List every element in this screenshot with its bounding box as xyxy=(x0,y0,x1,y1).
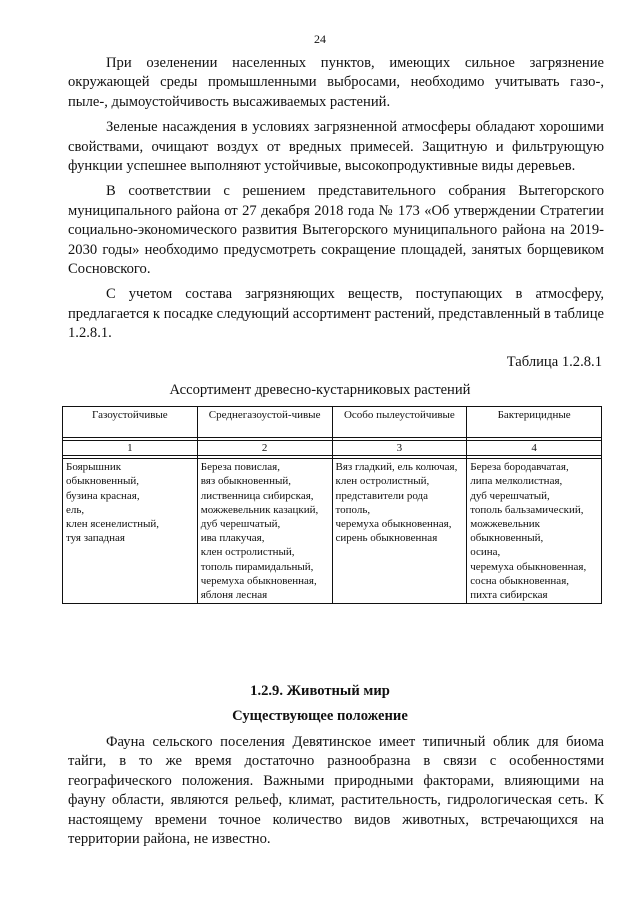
page-number: 24 xyxy=(314,32,326,46)
list-item: сирень обыкновенная xyxy=(335,532,438,545)
section-heading: 1.2.9. Животный мир xyxy=(250,683,390,699)
paragraph: Фауна сельского поселения Девятинское имеет типичный облик для биома тайги, в то же время достаточно разнообразна в связи с особенностями географического положения. Важными природными факторами, влияющими на фауну области, являются рельеф, климат, растительность, гидрологическая сеть. К настоящему времени точное количество видов животных, встречающихся на территории района, не известно. xyxy=(68,734,604,848)
list-item: черемуха обыкновенная, xyxy=(335,518,452,531)
list-item: бузина красная, xyxy=(66,489,140,502)
list-item: ель, xyxy=(66,503,85,516)
paragraph: При озеленении населенных пунктов, имеющих сильное загрязнение окружающей среды промышленными выбросами, необходимо учитывать газо-, пыле-, дымоустойчивость высаживаемых растений. xyxy=(68,55,604,110)
column-number: 2 xyxy=(197,441,332,456)
column-number: 3 xyxy=(332,441,467,456)
table-label: Таблица 1.2.8.1 xyxy=(506,354,602,370)
list-item: клен ясенелистный, xyxy=(66,518,160,531)
list-item: черемуха обыкновенная, xyxy=(200,574,317,587)
list-item: вяз обыкновенный, лиственница сибирская, xyxy=(200,475,314,502)
list-item: черемуха обыкновенная, xyxy=(470,560,587,573)
list-item: дуб черешчатый, xyxy=(470,489,550,502)
column-number: 1 xyxy=(63,441,198,456)
column-bactericidal xyxy=(467,459,602,604)
list-item: можжевельник казацкий, xyxy=(200,503,319,516)
section-subheading: Существующее положение xyxy=(232,708,408,724)
table-header: Среднегазоустой-чивые xyxy=(197,407,332,438)
list-item: осина, xyxy=(470,546,501,559)
list-item: липа мелколистная, xyxy=(470,475,563,488)
list-item: Береза бородавчатая, xyxy=(470,461,569,474)
column-number: 4 xyxy=(467,441,602,456)
paragraph: С учетом состава загрязняющих веществ, поступающих в атмосферу, предлагается к посадке следующий ассортимент растений, представленный в таблице 1.2.8.1. xyxy=(68,286,604,342)
intro-text xyxy=(68,54,604,350)
list-item: Боярышник обыкновенный, xyxy=(66,461,140,488)
list-item: сосна обыкновенная, xyxy=(470,574,570,587)
list-item: представители рода тополь, xyxy=(335,489,428,516)
column-gas-resistant xyxy=(63,459,198,604)
list-item: можжевельник обыкновенный, xyxy=(470,518,544,545)
table-row xyxy=(63,459,602,604)
list-item: тополь бальзамический, xyxy=(470,503,584,516)
list-item: Береза повислая, xyxy=(200,461,280,474)
plant-assortment-table xyxy=(62,406,602,604)
paragraph: В соответствии с решением представительного собрания Вытегорского муниципального района от 27 декабря 2018 года № 173 «Об утверждении Стратегии социально-экономического развития Вытегорского муниципального района на 2019-2030 годы» необходимо предусмотреть сокращение площадей, занятых борщевиком Сосновского. xyxy=(68,183,604,278)
table-title: Ассортимент древесно-кустарниковых растений xyxy=(169,382,471,398)
table-header: Газоустойчивые xyxy=(63,407,198,438)
list-item: клен остролистный, тополь пирамидальный, xyxy=(200,546,314,573)
list-item: Вяз гладкий, ель колючая, клен остролистный, xyxy=(335,461,458,488)
column-medium-gas-resistant xyxy=(197,459,332,604)
list-item: яблоня лесная xyxy=(200,589,268,602)
table-header: Особо пылеустойчивые xyxy=(332,407,467,438)
list-item: ива плакучая, xyxy=(200,532,265,545)
table-header: Бактерицидные xyxy=(467,407,602,438)
paragraph: Зеленые насаждения в условиях загрязненной атмосферы обладают хорошими свойствами, очищают воздух от вредных примесей. Защитную и фильтрующую функции успешнее выполняют устойчивые, высокопродуктивные виды деревьев. xyxy=(68,119,604,175)
table-number-row xyxy=(63,441,602,456)
list-item: туя западная xyxy=(66,532,125,545)
list-item: пихта сибирская xyxy=(470,589,548,602)
table-header-row xyxy=(63,407,602,438)
list-item: дуб черешчатый, xyxy=(200,518,281,531)
fauna-text xyxy=(68,733,604,849)
column-dust-resistant xyxy=(332,459,467,604)
